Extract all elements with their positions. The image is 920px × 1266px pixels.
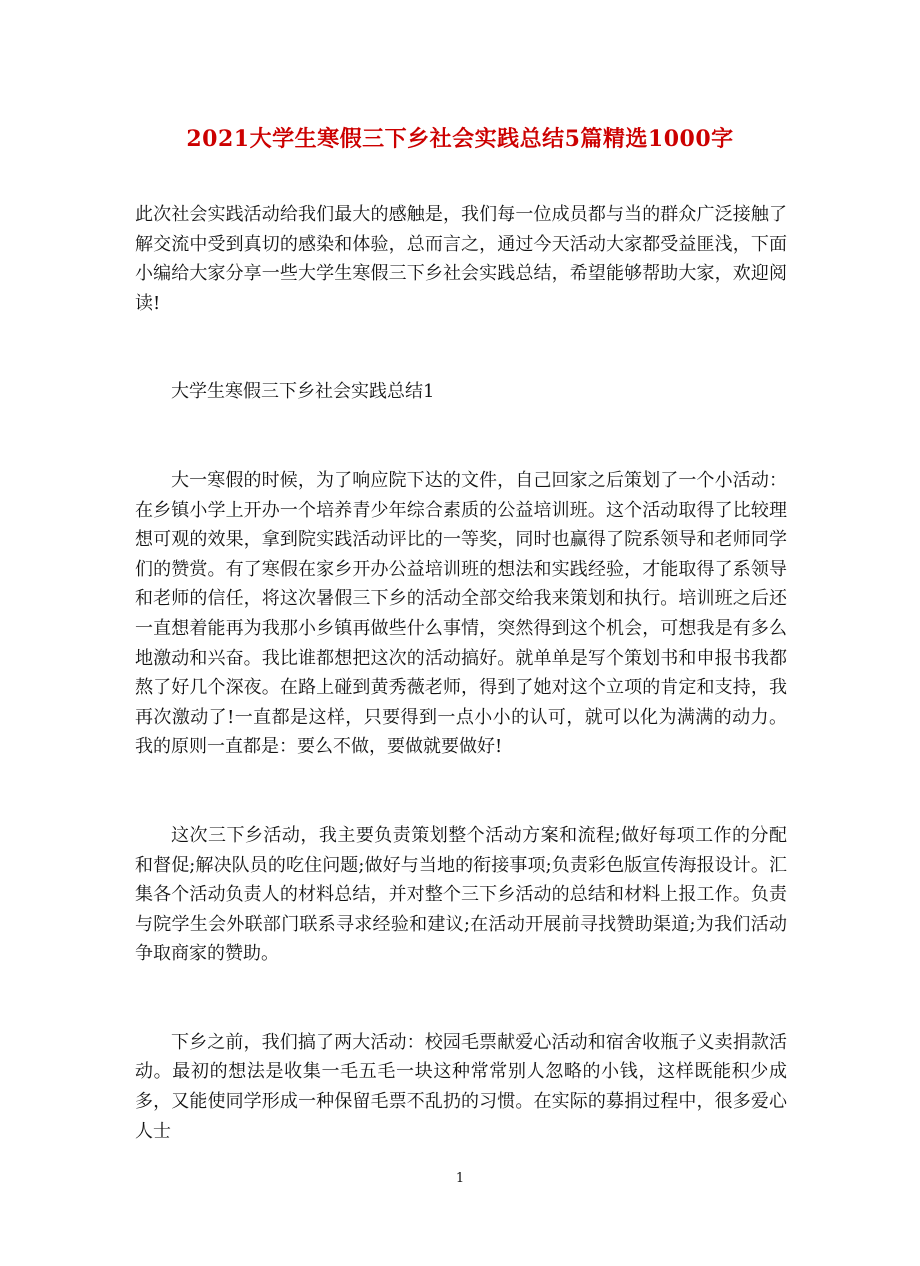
body-paragraph-2: 这次三下乡活动，我主要负责策划整个活动方案和流程;做好每项工作的分配和督促;解决队员的吃住问题;做好与当地的衔接事项;负责彩色版宣传海报设计。汇集各个活动负责人的材料总结，并对整个三下乡活动的总结和材料上报工作。负责与院学生会外联部门联系寻求经验和建议;在活动开展前寻找赞助渠道;为我们活动争取商家的赞助。 [135,824,787,965]
page-number: 1 [455,1171,465,1186]
body-paragraph-3: 下乡之前，我们搞了两大活动：校园毛票献爱心活动和宿舍收瓶子义卖捐款活动。最初的想法是收集一毛五毛一块这种常常别人忽略的小钱，这样既能积少成多，又能使同学形成一种保留毛票不乱扔的习惯。在实际的募捐过程中，很多爱心人士 [135,1031,787,1142]
body-paragraph-1: 大一寒假的时候，为了响应院下达的文件，自己回家之后策划了一个小活动：在乡镇小学上开办一个培养青少年综合素质的公益培训班。这个活动取得了比较理想可观的效果，拿到院实践活动评比的一等奖，同时也赢得了院系领导和老师同学们的赞赏。有了寒假在家乡开办公益培训班的想法和实践经验，才能取得了系领导和老师的信任，将这次暑假三下乡的活动全部交给我来策划和执行。培训班之后还一直想着能再为我那小乡镇再做些什么事情，突然得到这个机会，可想我是有多么地激动和兴奋。我比谁都想把这次的活动搞好。就单单是写个策划书和申报书我都熬了好几个深夜。在路上碰到黄秀薇老师，得到了她对这个立项的肯定和支持，我再次激动了!一直都是这样，只要得到一点小小的认可，就可以化为满满的动力。我的原则一直都是：要么不做，要做就要做好! [135,469,787,758]
paragraph-spacer [135,969,787,1028]
section-heading: 大学生寒假三下乡社会实践总结1 [171,381,435,403]
document-body [135,200,787,1146]
document-title: 2021大学生寒假三下乡社会实践总结5篇精选1000字 [186,126,734,152]
paragraph-spacer [135,762,787,821]
paragraph-spacer [135,407,787,466]
intro-paragraph: 此次社会实践活动给我们最大的感触是，我们每一位成员都与当的群众广泛接触了解交流中受到真切的感染和体验，总而言之，通过今天活动大家都受益匪浅，下面小编给大家分享一些大学生寒假三下乡社会实践总结，希望能够帮助大家，欢迎阅读! [135,204,787,314]
paragraph-spacer [135,318,787,377]
